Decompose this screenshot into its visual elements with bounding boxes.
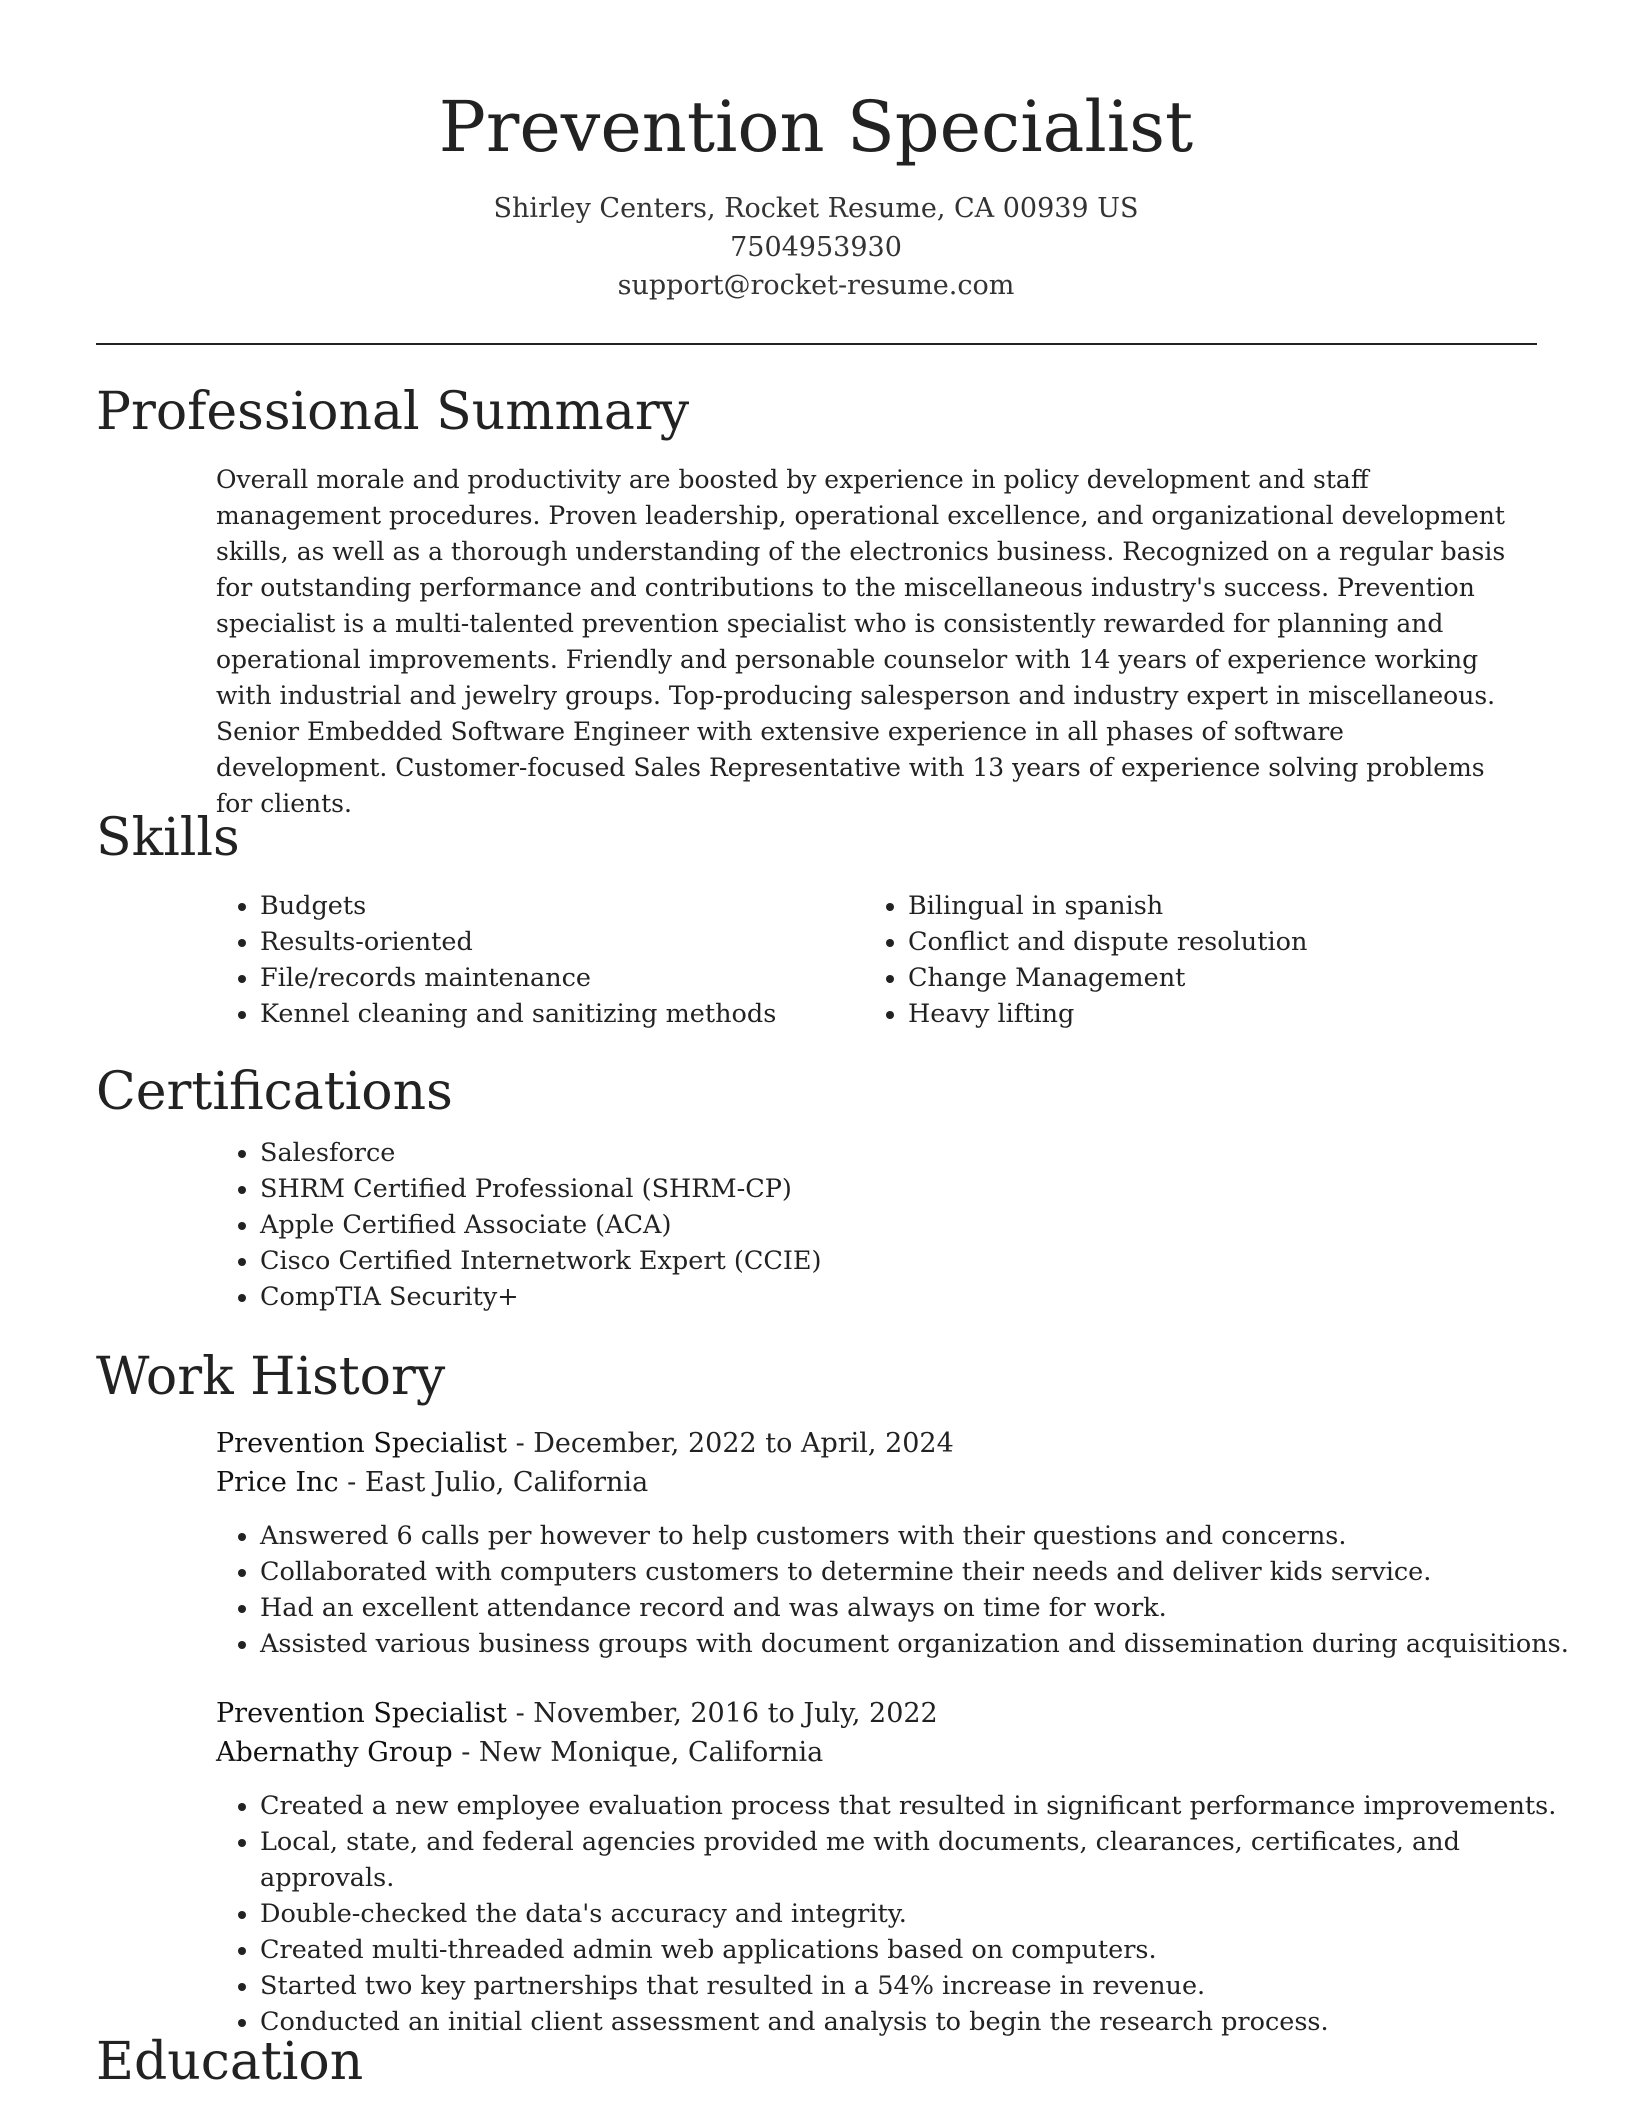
list-item: • Kennel cleaning and sanitizing methods <box>260 996 860 1032</box>
job-dates: - November, 2016 to July, 2022 <box>506 1698 938 1729</box>
job-bullets <box>216 1518 1600 1662</box>
list-item: • Budgets <box>260 888 860 924</box>
list-item: • SHRM Certified Professional (SHRM-CP) <box>260 1171 1560 1207</box>
list-item: • Conflict and dispute resolution <box>908 924 1508 960</box>
job-company-line <box>216 1734 823 1772</box>
list-item: • Bilingual in spanish <box>908 888 1508 924</box>
skills-heading: Skills <box>96 808 240 868</box>
job-title-line <box>216 1695 938 1733</box>
job-role: Prevention Specialist <box>216 1698 507 1729</box>
job-title-line <box>216 1425 954 1463</box>
skills-list-right <box>864 888 1508 1032</box>
list-item: • Double-checked the data's accuracy and integrity. <box>260 1896 1600 1932</box>
list-item: • Salesforce <box>260 1135 1560 1171</box>
header-divider <box>96 343 1537 345</box>
list-item: • CompTIA Security+ <box>260 1279 1560 1315</box>
list-item: • Change Management <box>908 960 1508 996</box>
candidate-name: Prevention Specialist <box>438 86 1194 168</box>
summary-heading: Professional Summary <box>96 382 690 442</box>
list-item: • Apple Certified Associate (ACA) <box>260 1207 1560 1243</box>
list-item: • Created multi-threaded admin web applications based on computers. <box>260 1932 1600 1968</box>
list-item: • Results-oriented <box>260 924 860 960</box>
summary-text: Overall morale and productivity are boosted by experience in policy development and staff management procedures. Proven leadership, operational excellence, and organizational development skills, as well as a thorough understanding of the electronics business. Recognized on a regular basis for outstanding performance and contributions to the miscellaneous industry's success. Prevention specialist is a multi-talented prevention specialist who is consistently rewarded for planning and operational improvements. Friendly and personable counselor with 14 years of experience working with industrial and jewelry groups. Top-producing salesperson and industry expert in miscellaneous. Senior Embedded Software Engineer with extensive experience in all phases of software development. Customer-focused Sales Representative with 13 years of experience solving problems for clients. <box>216 465 1506 818</box>
job-company: Abernathy Group <box>216 1737 453 1768</box>
list-item: • Had an excellent attendance record and was always on time for work. <box>260 1590 1600 1626</box>
list-item: • Heavy lifting <box>908 996 1508 1032</box>
list-item: • Cisco Certified Internetwork Expert (CCIE) <box>260 1243 1560 1279</box>
contact-phone: 7504953930 <box>730 232 902 263</box>
list-item: • Assisted various business groups with document organization and dissemination during acquisitions. <box>260 1626 1600 1662</box>
job-bullets <box>216 1788 1600 2040</box>
list-item: • Started two key partnerships that resulted in a 54% increase in revenue. <box>260 1968 1600 2004</box>
job-company: Price Inc <box>216 1467 339 1498</box>
job-company-line <box>216 1464 648 1502</box>
certifications-list <box>216 1135 1560 1315</box>
list-item: • Local, state, and federal agencies provided me with documents, clearances, certificates, and approvals. <box>260 1824 1600 1896</box>
job-location: - East Julio, California <box>338 1467 649 1498</box>
contact-address: Shirley Centers, Rocket Resume, CA 00939 US <box>493 193 1139 224</box>
job-role: Prevention Specialist <box>216 1428 507 1459</box>
education-heading: Education <box>96 2032 364 2092</box>
list-item: • File/records maintenance <box>260 960 860 996</box>
skills-list-left <box>216 888 860 1032</box>
job-dates: - December, 2022 to April, 2024 <box>506 1428 954 1459</box>
list-item: • Collaborated with computers customers to determine their needs and deliver kids service. <box>260 1554 1600 1590</box>
job-location: - New Monique, California <box>452 1737 824 1768</box>
list-item: • Conducted an initial client assessment and analysis to begin the research process. <box>260 2004 1600 2040</box>
contact-email: support@rocket-resume.com <box>617 270 1015 301</box>
list-item: • Answered 6 calls per however to help customers with their questions and concerns. <box>260 1518 1600 1554</box>
work-history-heading: Work History <box>96 1347 446 1407</box>
list-item: • Created a new employee evaluation process that resulted in significant performance improvements. <box>260 1788 1600 1824</box>
certifications-heading: Certifications <box>96 1062 453 1122</box>
